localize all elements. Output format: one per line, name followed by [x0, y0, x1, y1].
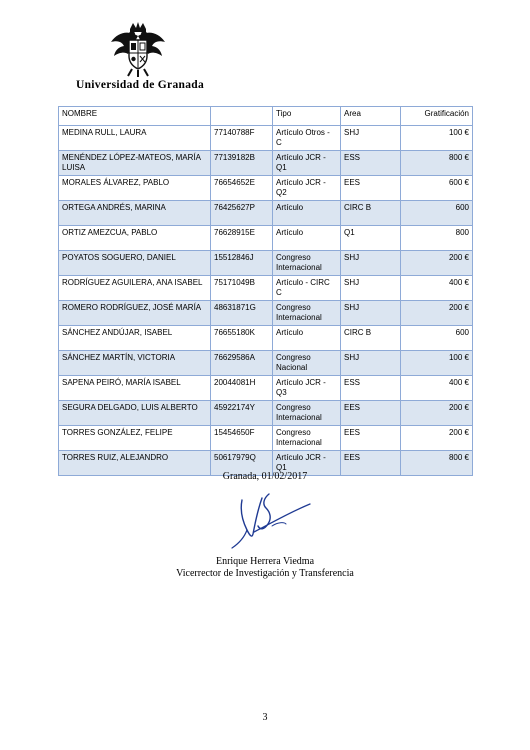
cell-gratificacion: 800 €	[401, 151, 473, 176]
table-row	[59, 251, 473, 276]
cell-dni: 76654652E	[211, 176, 273, 201]
cell-dni: 76655180K	[211, 326, 273, 351]
cell-dni: 50617979Q	[211, 451, 273, 476]
cell-tipo: Artículo - CIRC C	[273, 276, 341, 301]
cell-area: EES	[341, 401, 401, 426]
cell-nombre: ORTIZ AMEZCUA, PABLO	[59, 226, 211, 251]
cell-gratificacion: 600	[401, 201, 473, 226]
cell-gratificacion: 200 €	[401, 401, 473, 426]
signer-title: Vicerrector de Investigación y Transferencia	[176, 568, 354, 579]
cell-area: EES	[341, 176, 401, 201]
cell-tipo: Artículo JCR - Q3	[273, 376, 341, 401]
university-name: Universidad de Granada	[75, 79, 204, 91]
signer-block	[0, 556, 530, 580]
cell-area: CIRC B	[341, 326, 401, 351]
cell-area: EES	[341, 426, 401, 451]
cell-dni: 20044081H	[211, 376, 273, 401]
table-row	[59, 301, 473, 326]
cell-tipo: Artículo JCR - Q2	[273, 176, 341, 201]
gratification-table	[58, 106, 473, 476]
cell-nombre: POYATOS SOGUERO, DANIEL	[59, 251, 211, 276]
cell-tipo: Congreso Internacional	[273, 426, 341, 451]
cell-nombre: ORTEGA ANDRÉS, MARINA	[59, 201, 211, 226]
cell-dni: 15454650F	[211, 426, 273, 451]
cell-dni: 45922174Y	[211, 401, 273, 426]
cell-nombre: RODRÍGUEZ AGUILERA, ANA ISABEL	[59, 276, 211, 301]
cell-tipo: Congreso Internacional	[273, 401, 341, 426]
cell-tipo: Artículo Otros - C	[273, 126, 341, 151]
table-row	[59, 351, 473, 376]
cell-nombre: ROMERO RODRÍGUEZ, JOSÉ MARÍA	[59, 301, 211, 326]
cell-gratificacion: 200 €	[401, 301, 473, 326]
cell-dni: 76628915E	[211, 226, 273, 251]
cell-nombre: TORRES GONZÁLEZ, FELIPE	[59, 426, 211, 451]
cell-area: SHJ	[341, 251, 401, 276]
place-date: Granada, 01/02/2017	[222, 471, 308, 482]
table-row	[59, 376, 473, 401]
cell-nombre: SÁNCHEZ ANDÚJAR, ISABEL	[59, 326, 211, 351]
table-row	[59, 226, 473, 251]
header-area: Area	[341, 107, 401, 126]
table-row	[59, 151, 473, 176]
signer-name: Enrique Herrera Viedma	[215, 556, 315, 567]
cell-tipo: Congreso Internacional	[273, 251, 341, 276]
cell-gratificacion: 100 €	[401, 126, 473, 151]
cell-nombre: MENÉNDEZ LÓPEZ-MATEOS, MARÍA LUISA	[59, 151, 211, 176]
cell-gratificacion: 200 €	[401, 251, 473, 276]
header-dni	[211, 107, 273, 126]
table-row	[59, 176, 473, 201]
cell-dni: 76629586A	[211, 351, 273, 376]
cell-gratificacion: 600 €	[401, 176, 473, 201]
cell-nombre: SÁNCHEZ MARTÍN, VICTORIA	[59, 351, 211, 376]
header-gratificacion: Gratificación	[401, 107, 473, 126]
header-nombre: NOMBRE	[59, 107, 211, 126]
cell-area: SHJ	[341, 126, 401, 151]
cell-gratificacion: 800	[401, 226, 473, 251]
cell-dni: 77139182B	[211, 151, 273, 176]
table-row	[59, 401, 473, 426]
cell-area: CIRC B	[341, 201, 401, 226]
cell-area: Q1	[341, 226, 401, 251]
cell-tipo: Artículo JCR - Q1	[273, 151, 341, 176]
cell-tipo: Artículo	[273, 326, 341, 351]
university-coat-of-arms-icon	[108, 20, 168, 78]
cell-nombre: MORALES ÁLVAREZ, PABLO	[59, 176, 211, 201]
cell-gratificacion: 400 €	[401, 376, 473, 401]
table-row	[59, 276, 473, 301]
cell-nombre: SAPENA PEIRÓ, MARÍA ISABEL	[59, 376, 211, 401]
cell-dni: 76425627P	[211, 201, 273, 226]
cell-nombre: SEGURA DELGADO, LUIS ALBERTO	[59, 401, 211, 426]
cell-area: SHJ	[341, 276, 401, 301]
cell-dni: 77140788F	[211, 126, 273, 151]
cell-tipo: Congreso Internacional	[273, 301, 341, 326]
cell-area: ESS	[341, 151, 401, 176]
cell-tipo: Artículo	[273, 226, 341, 251]
handwritten-signature-icon	[214, 486, 324, 552]
cell-area: EES	[341, 451, 401, 476]
cell-gratificacion: 200 €	[401, 426, 473, 451]
cell-nombre: TORRES RUIZ, ALEJANDRO	[59, 451, 211, 476]
cell-tipo: Congreso Nacional	[273, 351, 341, 376]
table-row	[59, 126, 473, 151]
table-body	[59, 126, 473, 476]
cell-area: SHJ	[341, 351, 401, 376]
cell-gratificacion: 400 €	[401, 276, 473, 301]
table-row	[59, 326, 473, 351]
cell-area: ESS	[341, 376, 401, 401]
cell-tipo: Artículo JCR - Q1	[273, 451, 341, 476]
cell-area: SHJ	[341, 301, 401, 326]
page-number: 3	[262, 712, 268, 723]
table-row	[59, 201, 473, 226]
cell-gratificacion: 600	[401, 326, 473, 351]
cell-dni: 15512846J	[211, 251, 273, 276]
table-row	[59, 426, 473, 451]
cell-dni: 75171049B	[211, 276, 273, 301]
cell-gratificacion: 800 €	[401, 451, 473, 476]
header-tipo: Tipo	[273, 107, 341, 126]
table-header-row	[59, 107, 473, 126]
cell-tipo: Artículo	[273, 201, 341, 226]
cell-nombre: MEDINA RULL, LAURA	[59, 126, 211, 151]
cell-dni: 48631871G	[211, 301, 273, 326]
cell-gratificacion: 100 €	[401, 351, 473, 376]
